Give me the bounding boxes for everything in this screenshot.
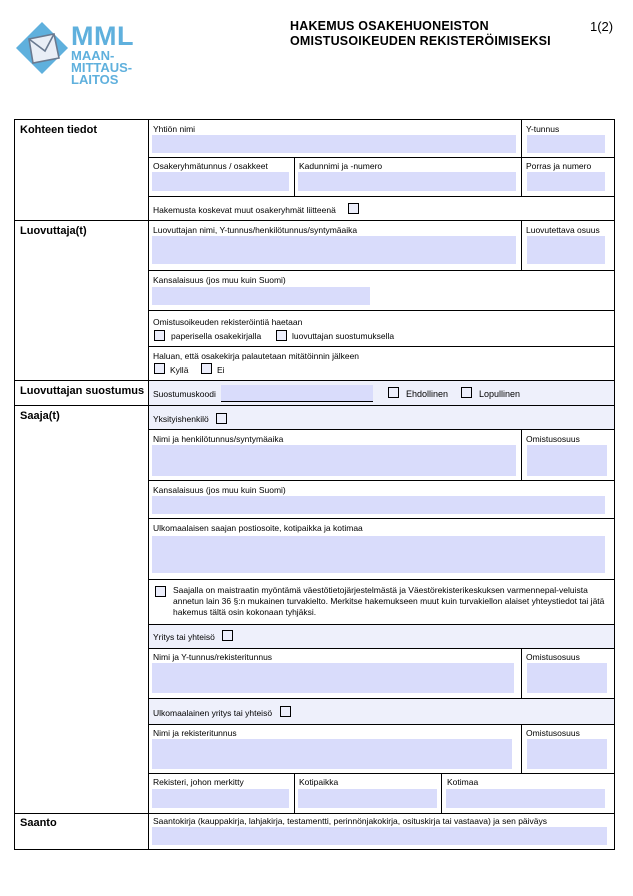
yksityishenkilo-checkbox[interactable] (216, 413, 227, 424)
palautetaan-label: Haluan, että osakekirja palautetaan mitätöinnin jälkeen (153, 351, 360, 361)
rekisteri-field[interactable] (152, 789, 289, 808)
ehdollinen-checkbox[interactable] (388, 387, 399, 398)
haetaan-label: Omistusoikeuden rekisteröintiä haetaan (153, 317, 303, 327)
suostumus-checkbox[interactable] (276, 330, 287, 341)
suostumus-label: luovuttajan suostumuksella (292, 331, 395, 341)
saantokirja-label: Saantokirja (kauppakirja, lahjakirja, testamentti, perinnönjakokirja, osituskirja tai vastaava) ja sen päiväys (153, 816, 548, 826)
ulko-yritys-label: Ulkomaalainen yritys tai yhteisö (153, 708, 273, 718)
yksityishenkilo-label: Yksityishenkilö (153, 414, 209, 424)
omistusosuus-field[interactable] (527, 445, 607, 476)
luovutettava-osuus-field[interactable] (527, 236, 605, 264)
kylla-checkbox[interactable] (154, 363, 165, 374)
page-title-1: HAKEMUS OSAKEHUONEISTON (290, 19, 489, 33)
ulkomaalaisen-field[interactable] (152, 536, 605, 573)
turvakielto-text: Saajalla on maistraatin myöntämä väestötietojärjestelmästä ja Väestörekisterikeskuksen varmennepal-veluista annetun lain 36 §:n mukainen turvakielto. Merkitse hakemukseen muut kuin turvakiellon alaiset yhteystiedot tai jätä hakemus tältä osin kokonaan tyhjäksi. (173, 585, 605, 617)
kotipaikka-label: Kotipaikka (299, 777, 339, 787)
ulkomaalaisen-label: Ulkomaalaisen saajan postiosoite, kotipaikka ja kotimaa (153, 523, 363, 533)
logo (14, 20, 138, 86)
envelope-icon (14, 20, 70, 76)
katu-label: Kadunnimi ja -numero (299, 161, 383, 171)
saaja-kansalaisuus-field[interactable] (152, 496, 605, 514)
ulko-yritys-checkbox[interactable] (280, 706, 291, 717)
suostumuskoodi-field[interactable] (221, 385, 373, 402)
kotimaa-label: Kotimaa (447, 777, 479, 787)
logo-mml: MML (71, 21, 134, 51)
yhtion-nimi-label: Yhtiön nimi (153, 124, 196, 134)
section-title-saanto: Saanto (20, 817, 57, 829)
porras-field[interactable] (527, 172, 605, 191)
saaja-nimi-field[interactable] (152, 445, 516, 476)
omistusosuus2-label: Omistusosuus (526, 652, 580, 662)
yhtion-nimi-field[interactable] (152, 135, 516, 153)
section-title-saaja: Saaja(t) (20, 410, 60, 422)
omistusosuus3-label: Omistusosuus (526, 728, 580, 738)
ytunnus-field[interactable] (527, 135, 605, 153)
nimi-rek-label: Nimi ja rekisteritunnus (153, 728, 237, 738)
turvakielto-checkbox[interactable] (155, 586, 166, 597)
page-title-2: OMISTUSOIKEUDEN REKISTERÖIMISEKSI (290, 34, 551, 48)
section-title-suostumus: Luovuttajan suostumus (20, 385, 145, 397)
yritys-label: Yritys tai yhteisö (153, 632, 215, 642)
logo-mittaus: MITTAUS- (71, 60, 133, 75)
porras-label: Porras ja numero (526, 161, 592, 171)
kotimaa-field[interactable] (446, 789, 605, 808)
lopullinen-checkbox[interactable] (461, 387, 472, 398)
luovuttaja-kansalaisuus-field[interactable] (152, 287, 370, 305)
logo-maan: MAAN- (71, 48, 115, 63)
katu-field[interactable] (298, 172, 516, 191)
saaja-kansalaisuus-label: Kansalaisuus (jos muu kuin Suomi) (153, 485, 286, 495)
band-yritys (148, 624, 614, 648)
section-title-kohde: Kohteen tiedot (20, 124, 97, 136)
muut-osakeryhmat-label: Hakemusta koskevat muut osakeryhmät liitteenä (153, 205, 336, 215)
muut-osakeryhmat-checkbox[interactable] (348, 203, 359, 214)
omistusosuus2-field[interactable] (527, 663, 607, 693)
page-number: 1(2) (590, 19, 614, 34)
osakeryhma-label: Osakeryhmätunnus / osakkeet (153, 161, 268, 171)
ei-checkbox[interactable] (201, 363, 212, 374)
rekisteri-label: Rekisteri, johon merkitty (153, 777, 244, 787)
paperi-checkbox[interactable] (154, 330, 165, 341)
band-suostumus (148, 381, 614, 405)
logo-laitos: LAITOS (71, 72, 119, 87)
omistusosuus-label: Omistusosuus (526, 434, 580, 444)
paperi-label: paperisella osakekirjalla (171, 331, 262, 341)
omistusosuus3-field[interactable] (527, 739, 607, 769)
osakeryhma-field[interactable] (152, 172, 289, 191)
luovuttaja-kansalaisuus-label: Kansalaisuus (jos muu kuin Suomi) (153, 275, 286, 285)
ytunnus-label: Y-tunnus (526, 124, 560, 134)
yritys-checkbox[interactable] (222, 630, 233, 641)
luovuttaja-nimi-label: Luovuttajan nimi, Y-tunnus/henkilötunnus/syntymäaika (153, 225, 358, 235)
nimi-rek-field[interactable] (152, 739, 512, 769)
suostumuskoodi-label: Suostumuskoodi (153, 389, 216, 399)
section-title-luovuttaja: Luovuttaja(t) (20, 225, 87, 237)
kylla-label: Kyllä (170, 365, 189, 375)
ei-label: Ei (217, 365, 225, 375)
yritys-nimi-field[interactable] (152, 663, 514, 693)
saantokirja-field[interactable] (152, 827, 607, 845)
saaja-nimi-label: Nimi ja henkilötunnus/syntymäaika (153, 434, 284, 444)
ehdollinen-label: Ehdollinen (406, 389, 449, 399)
lopullinen-label: Lopullinen (479, 389, 521, 399)
kotipaikka-field[interactable] (298, 789, 437, 808)
yritys-nimi-label: Nimi ja Y-tunnus/rekisteritunnus (153, 652, 273, 662)
luovuttaja-nimi-field[interactable] (152, 236, 516, 264)
luovutettava-osuus-label: Luovutettava osuus (526, 225, 600, 235)
